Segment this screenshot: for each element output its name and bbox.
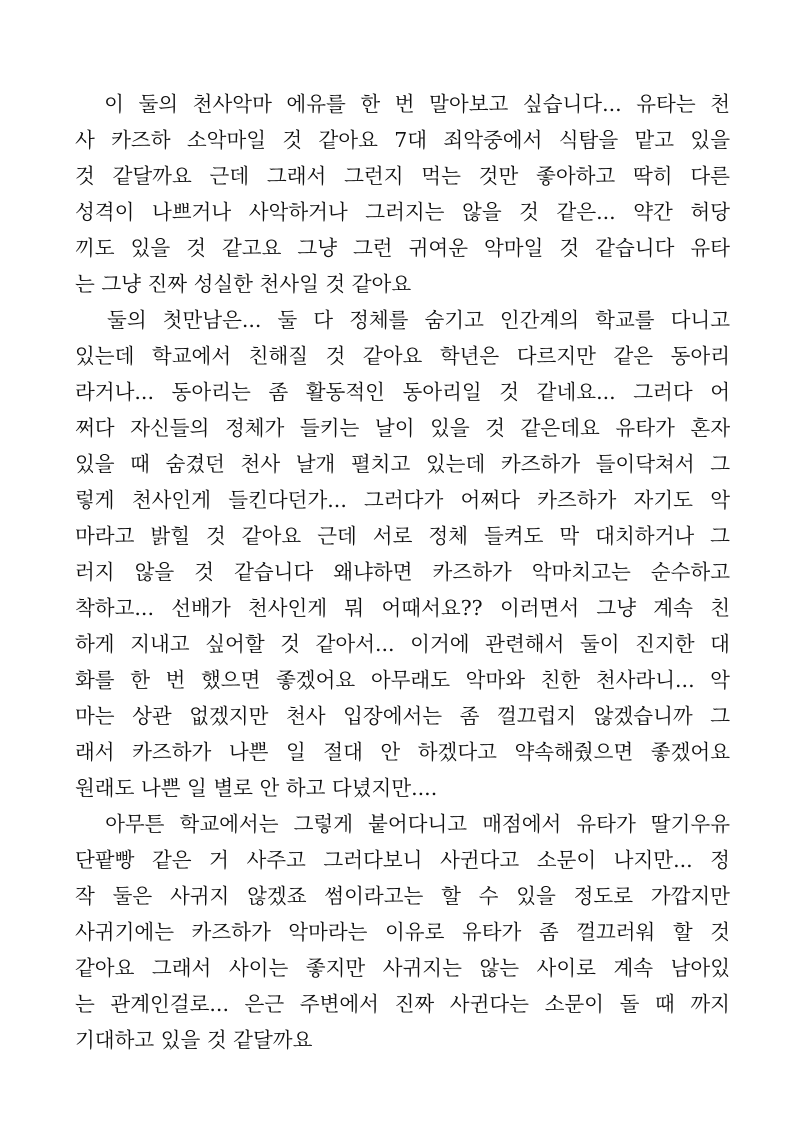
text-line: 단팥빵 같은 거 사주고 그러다보니 사귄다고 소문이 나지만... 정 [75, 848, 730, 872]
text-line: 래서 카즈하가 나쁜 일 절대 안 하겠다고 약속해줬으면 좋겠어요 [75, 740, 730, 764]
text-line: 이 둘의 천사악마 에유를 한 번 말아보고 싶습니다... 유타는 천 [75, 92, 730, 116]
text-line: 사 카즈하 소악마일 것 같아요 7대 죄악중에서 식탐을 맡고 있을 [75, 128, 730, 152]
text-line: 있는데 학교에서 친해질 것 같아요 학년은 다르지만 같은 동아리 [75, 344, 730, 368]
paragraph-3 [75, 806, 730, 1058]
text-line: 아무튼 학교에서는 그렇게 붙어다니고 매점에서 유타가 딸기우유 [75, 812, 730, 836]
text-line: 원래도 나쁜 일 별로 안 하고 다녔지만.... [75, 776, 438, 800]
text-line: 라거나... 동아리는 좀 활동적인 동아리일 것 같네요... 그러다 어 [75, 380, 730, 404]
text-line: 기대하고 있을 것 같달까요 [75, 1028, 313, 1052]
text-line: 렇게 천사인게 들킨다던가... 그러다가 어쩌다 카즈하가 자기도 악 [75, 488, 730, 512]
paragraph-1 [75, 86, 730, 302]
text-line: 러지 않을 것 같습니다 왜냐하면 카즈하가 악마치고는 순수하고 [75, 560, 730, 584]
document-body [75, 86, 730, 1058]
text-line: 착하고... 선배가 천사인게 뭐 어때서요?? 이러면서 그냥 계속 친 [75, 596, 730, 620]
text-line: 하게 지내고 싶어할 것 같아서... 이거에 관련해서 둘이 진지한 대 [75, 632, 730, 656]
text-line: 둘의 첫만남은... 둘 다 정체를 숨기고 인간계의 학교를 다니고 [75, 308, 730, 332]
text-line: 것 같달까요 근데 그래서 그런지 먹는 것만 좋아하고 딱히 다른 [75, 164, 730, 188]
text-line: 작 둘은 사귀지 않겠죠 썸이라고는 할 수 있을 정도로 가깝지만 [75, 884, 730, 908]
text-line: 있을 때 숨겼던 천사 날개 펼치고 있는데 카즈하가 들이닥쳐서 그 [75, 452, 730, 476]
text-line: 성격이 나쁘거나 사악하거나 그러지는 않을 것 같은... 약간 허당 [75, 200, 730, 224]
text-line: 같아요 그래서 사이는 좋지만 사귀지는 않는 사이로 계속 남아있 [75, 956, 730, 980]
text-line: 끼도 있을 것 같고요 그냥 그런 귀여운 악마일 것 같습니다 유타 [75, 236, 730, 260]
text-line: 는 관계인걸로... 은근 주변에서 진짜 사귄다는 소문이 돌 때 까지 [75, 992, 730, 1016]
text-line: 는 그냥 진짜 성실한 천사일 것 같아요 [75, 272, 412, 296]
text-line: 마는 상관 없겠지만 천사 입장에서는 좀 껄끄럽지 않겠습니까 그 [75, 704, 730, 728]
text-line: 쩌다 자신들의 정체가 들키는 날이 있을 것 같은데요 유타가 혼자 [75, 416, 730, 440]
text-line: 사귀기에는 카즈하가 악마라는 이유로 유타가 좀 껄끄러워 할 것 [75, 920, 730, 944]
paragraph-2 [75, 302, 730, 806]
text-line: 마라고 밝힐 것 같아요 근데 서로 정체 들켜도 막 대치하거나 그 [75, 524, 730, 548]
text-line: 화를 한 번 했으면 좋겠어요 아무래도 악마와 친한 천사라니... 악 [75, 668, 730, 692]
